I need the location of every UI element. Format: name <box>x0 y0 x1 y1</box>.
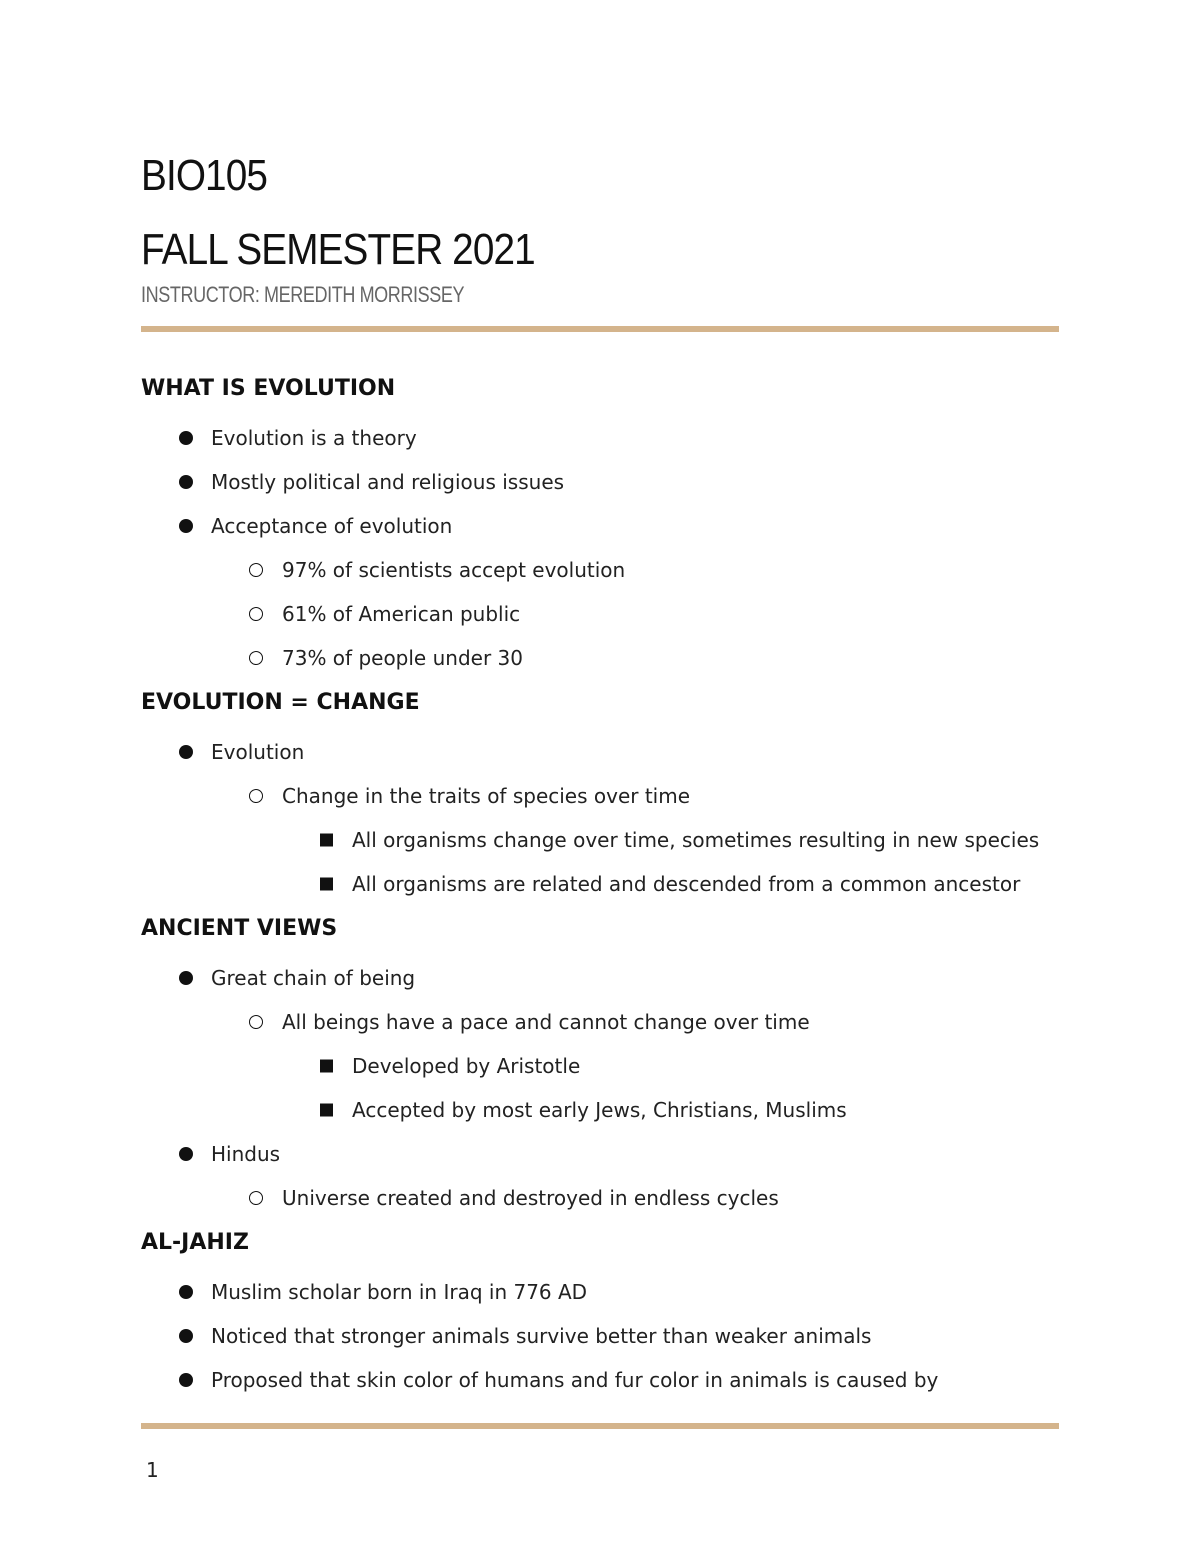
filled-square-bullet-icon <box>320 834 333 847</box>
list-item-text: Developed by Aristotle <box>352 1054 581 1078</box>
bullet-list-level-3 <box>141 1044 1059 1132</box>
list-item-row <box>141 592 1059 636</box>
hollow-circle-bullet-icon <box>249 651 263 665</box>
list-item <box>141 1132 1059 1220</box>
filled-disc-bullet-icon <box>179 519 193 533</box>
notes-section <box>141 1220 1059 1402</box>
filled-disc-bullet-icon <box>179 1329 193 1343</box>
list-item-text: Proposed that skin color of humans and fur color in animals is caused by <box>211 1368 939 1392</box>
list-item <box>141 504 1059 680</box>
list-item-text: All organisms change over time, sometimes resulting in new species <box>352 828 1040 852</box>
list-item-row <box>141 416 1059 460</box>
list-item <box>141 956 1059 1132</box>
course-code-title: BIO105 <box>141 151 268 200</box>
filled-disc-bullet-icon <box>179 475 193 489</box>
list-item-row <box>141 636 1059 680</box>
notes-content <box>141 374 1059 1402</box>
list-item-text: Accepted by most early Jews, Christians, Muslims <box>352 1098 847 1122</box>
list-item-row <box>141 862 1059 906</box>
list-item <box>141 774 1059 906</box>
list-item <box>141 460 1059 504</box>
list-item-text: All organisms are related and descended from a common ancestor <box>352 872 1021 896</box>
section-heading: WHAT IS EVOLUTION <box>141 376 396 401</box>
footer-divider <box>141 1423 1059 1429</box>
hollow-circle-bullet-icon <box>249 607 263 621</box>
bullet-list-level-2 <box>141 1000 1059 1132</box>
list-item-row <box>141 504 1059 548</box>
list-item-text: Change in the traits of species over time <box>282 784 691 808</box>
list-item <box>141 1314 1059 1358</box>
bullet-list-level-2 <box>141 774 1059 906</box>
list-item <box>141 548 1059 592</box>
semester-title: FALL SEMESTER 2021 <box>141 225 535 274</box>
list-item-text: 61% of American public <box>282 602 521 626</box>
list-item-text: Hindus <box>211 1142 281 1166</box>
list-item-text: Great chain of being <box>211 966 416 990</box>
list-item-row <box>141 460 1059 504</box>
bullet-list-level-1 <box>141 1270 1059 1402</box>
filled-square-bullet-icon <box>320 878 333 891</box>
list-item-row <box>141 956 1059 1000</box>
list-item-text: Noticed that stronger animals survive better than weaker animals <box>211 1324 872 1348</box>
list-item-text: All beings have a pace and cannot change over time <box>282 1010 810 1034</box>
filled-disc-bullet-icon <box>179 745 193 759</box>
list-item-row <box>141 818 1059 862</box>
list-item-row <box>141 1176 1059 1220</box>
list-item <box>141 592 1059 636</box>
filled-disc-bullet-icon <box>179 971 193 985</box>
list-item <box>141 862 1059 906</box>
list-item <box>141 416 1059 460</box>
notes-section <box>141 374 1059 680</box>
list-item-text: Evolution <box>211 740 305 764</box>
bullet-list-level-1 <box>141 730 1059 906</box>
bullet-list-level-2 <box>141 1176 1059 1220</box>
section-heading: AL-JAHIZ <box>141 1230 249 1255</box>
notes-section <box>141 680 1059 906</box>
filled-disc-bullet-icon <box>179 1147 193 1161</box>
list-item-text: 73% of people under 30 <box>282 646 523 670</box>
filled-disc-bullet-icon <box>179 431 193 445</box>
list-item-row <box>141 1000 1059 1044</box>
list-item-text: Muslim scholar born in Iraq in 776 AD <box>211 1280 588 1304</box>
filled-square-bullet-icon <box>320 1104 333 1117</box>
list-item-row <box>141 774 1059 818</box>
bullet-list-level-3 <box>141 818 1059 906</box>
list-item-row <box>141 1314 1059 1358</box>
instructor-subtitle: INSTRUCTOR: MEREDITH MORRISSEY <box>141 282 465 307</box>
list-item-text: 97% of scientists accept evolution <box>282 558 626 582</box>
list-item <box>141 818 1059 862</box>
list-item <box>141 1358 1059 1402</box>
list-item-row <box>141 1088 1059 1132</box>
filled-disc-bullet-icon <box>179 1285 193 1299</box>
list-item <box>141 1000 1059 1132</box>
list-item <box>141 1270 1059 1314</box>
bullet-list-level-1 <box>141 956 1059 1220</box>
filled-disc-bullet-icon <box>179 1373 193 1387</box>
list-item-row <box>141 1132 1059 1176</box>
page-number: 1 <box>146 1458 159 1482</box>
section-heading: ANCIENT VIEWS <box>141 916 338 941</box>
list-item-row <box>141 1270 1059 1314</box>
hollow-circle-bullet-icon <box>249 1015 263 1029</box>
list-item <box>141 1176 1059 1220</box>
section-heading: EVOLUTION = CHANGE <box>141 690 420 715</box>
bullet-list-level-2 <box>141 548 1059 680</box>
hollow-circle-bullet-icon <box>249 1191 263 1205</box>
list-item-text: Evolution is a theory <box>211 426 417 450</box>
list-item-text: Mostly political and religious issues <box>211 470 565 494</box>
list-item <box>141 1044 1059 1088</box>
list-item-row <box>141 548 1059 592</box>
bullet-list-level-1 <box>141 416 1059 680</box>
list-item-text: Universe created and destroyed in endless cycles <box>282 1186 779 1210</box>
list-item-row <box>141 730 1059 774</box>
header-divider <box>141 326 1059 332</box>
hollow-circle-bullet-icon <box>249 789 263 803</box>
list-item <box>141 636 1059 680</box>
list-item-row <box>141 1358 1059 1402</box>
list-item <box>141 1088 1059 1132</box>
list-item <box>141 730 1059 906</box>
filled-square-bullet-icon <box>320 1060 333 1073</box>
list-item-row <box>141 1044 1059 1088</box>
hollow-circle-bullet-icon <box>249 563 263 577</box>
list-item-text: Acceptance of evolution <box>211 514 453 538</box>
notes-section <box>141 906 1059 1220</box>
